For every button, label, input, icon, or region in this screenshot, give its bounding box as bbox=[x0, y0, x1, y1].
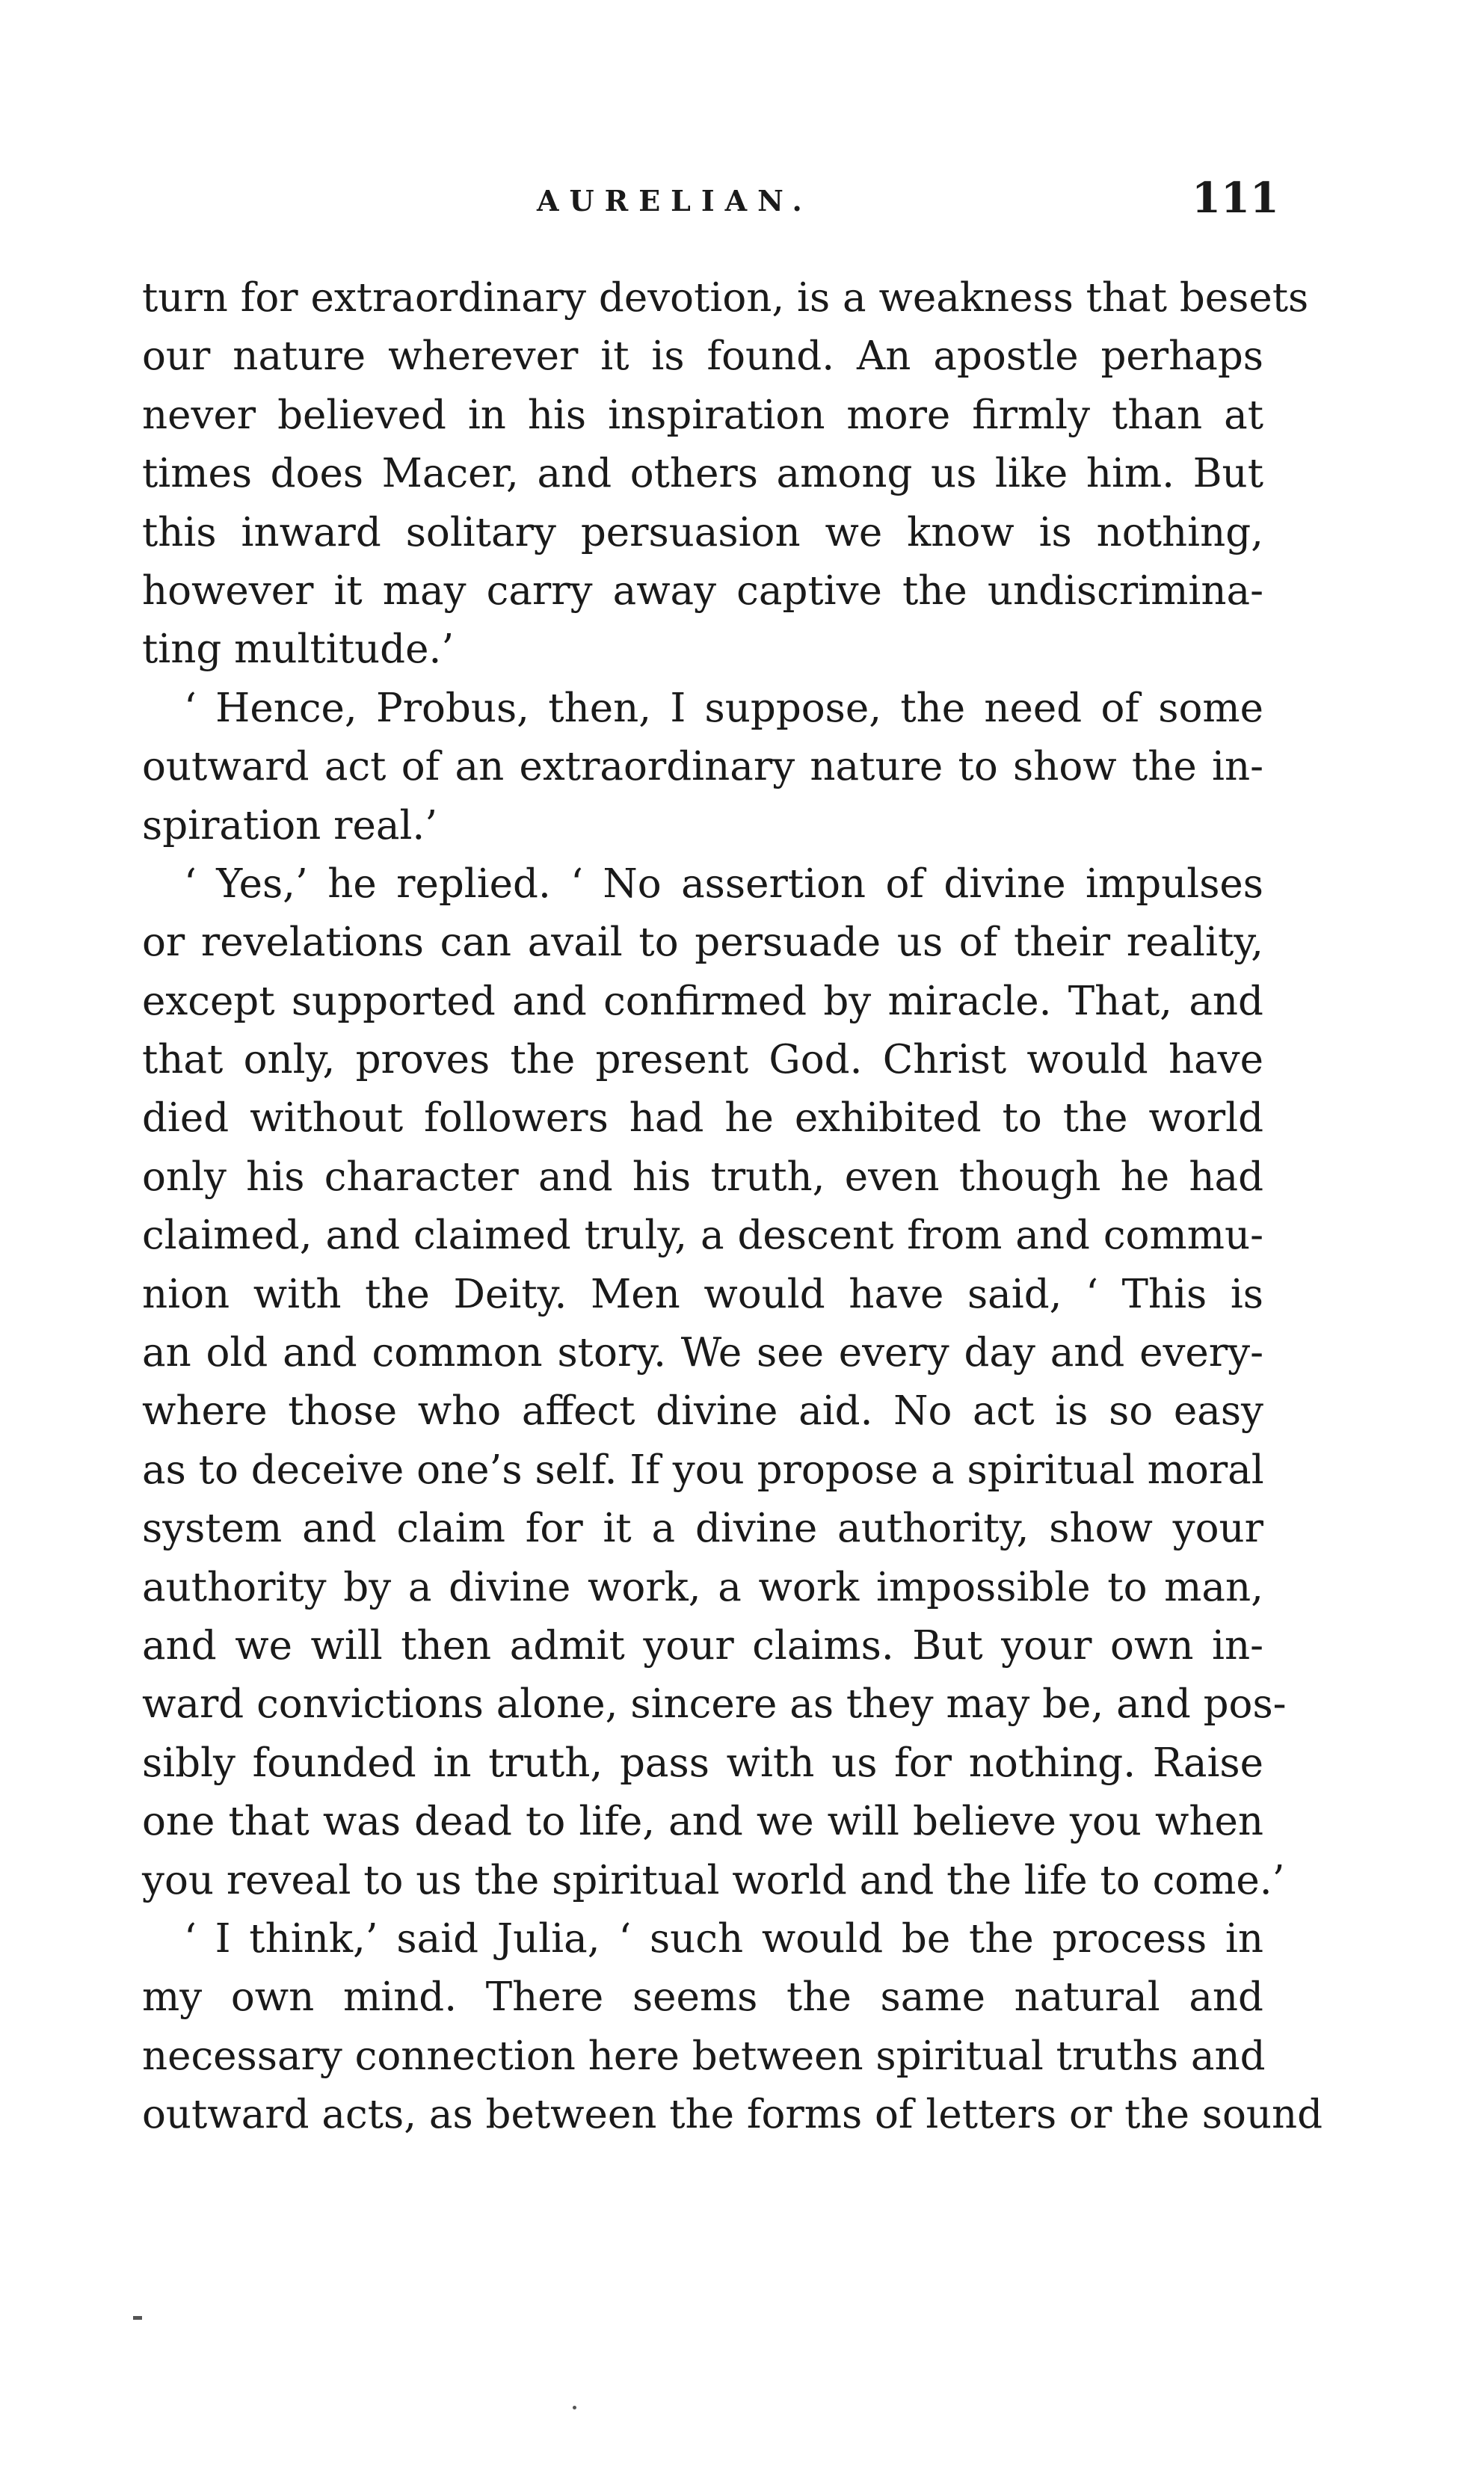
text-line: that only, proves the present God. Christ would have bbox=[142, 1037, 1263, 1083]
text-line: ‘ I think,’ said Julia, ‘ such would be the process in bbox=[184, 1915, 1263, 1962]
text-line: necessary connection here between spiritual truths and bbox=[142, 2033, 1266, 2079]
text-line: nion with the Deity. Men would have said, ‘ This is bbox=[142, 1271, 1263, 1317]
text-line: system and claim for it a divine authority, show your bbox=[142, 1506, 1263, 1552]
text-line: where those who affect divine aid. No act is so easy bbox=[142, 1388, 1263, 1435]
text-line: or revelations can avail to persuade us of their reality, bbox=[142, 920, 1263, 966]
text-line: times does Macer, and others among us like him. But bbox=[142, 451, 1263, 497]
text-line: you reveal to us the spiritual world and the life to come.’ bbox=[142, 1857, 1285, 1903]
text-line: as to deceive one’s self. If you propose a spiritual moral bbox=[142, 1447, 1264, 1493]
text-line: ward convictions alone, sincere as they may be, and pos- bbox=[142, 1681, 1287, 1728]
text-line: one that was dead to life, and we will believe you when bbox=[142, 1799, 1263, 1845]
text-line: sibly founded in truth, pass with us for nothing. Raise bbox=[142, 1740, 1263, 1786]
text-line: my own mind. There seems the same natural and bbox=[142, 1974, 1263, 2021]
text-line: never believed in his inspiration more firmly than at bbox=[142, 392, 1263, 438]
text-line: however it may carry away captive the undiscrimina- bbox=[142, 567, 1263, 614]
text-line: except supported and confirmed by miracle. That, and bbox=[142, 978, 1263, 1024]
print-mark-dash bbox=[133, 2316, 142, 2320]
text-line: turn for extraordinary devotion, is a weakness that besets bbox=[142, 275, 1309, 321]
running-title: AURELIAN. bbox=[537, 184, 813, 218]
text-line: spiration real.’ bbox=[142, 802, 438, 849]
text-line: our nature wherever it is found. An apostle perhaps bbox=[142, 333, 1263, 380]
text-line: claimed, and claimed truly, a descent from and commu- bbox=[142, 1213, 1263, 1259]
text-line: outward act of an extraordinary nature to show the in- bbox=[142, 744, 1263, 790]
body-text bbox=[142, 269, 1323, 2145]
text-line: an old and common story. We see every day and every- bbox=[142, 1330, 1263, 1376]
running-head bbox=[0, 173, 1484, 233]
page-number: 111 bbox=[1192, 173, 1279, 223]
text-line: and we will then admit your claims. But your own in- bbox=[142, 1622, 1263, 1669]
text-line: ‘ Yes,’ he replied. ‘ No assertion of divine impulses bbox=[184, 860, 1263, 907]
text-line: authority by a divine work, a work impossible to man, bbox=[142, 1564, 1263, 1610]
text-line: died without followers had he exhibited to the world bbox=[142, 1095, 1263, 1142]
text-line: ‘ Hence, Probus, then, I suppose, the need of some bbox=[184, 685, 1263, 731]
text-line: outward acts, as between the forms of letters or the sound bbox=[142, 2092, 1323, 2138]
print-mark-dot bbox=[573, 2406, 576, 2409]
text-line: this inward solitary persuasion we know is nothing, bbox=[142, 509, 1263, 555]
text-line: ting multitude.’ bbox=[142, 626, 455, 673]
text-line: only his character and his truth, even though he had bbox=[142, 1154, 1263, 1200]
